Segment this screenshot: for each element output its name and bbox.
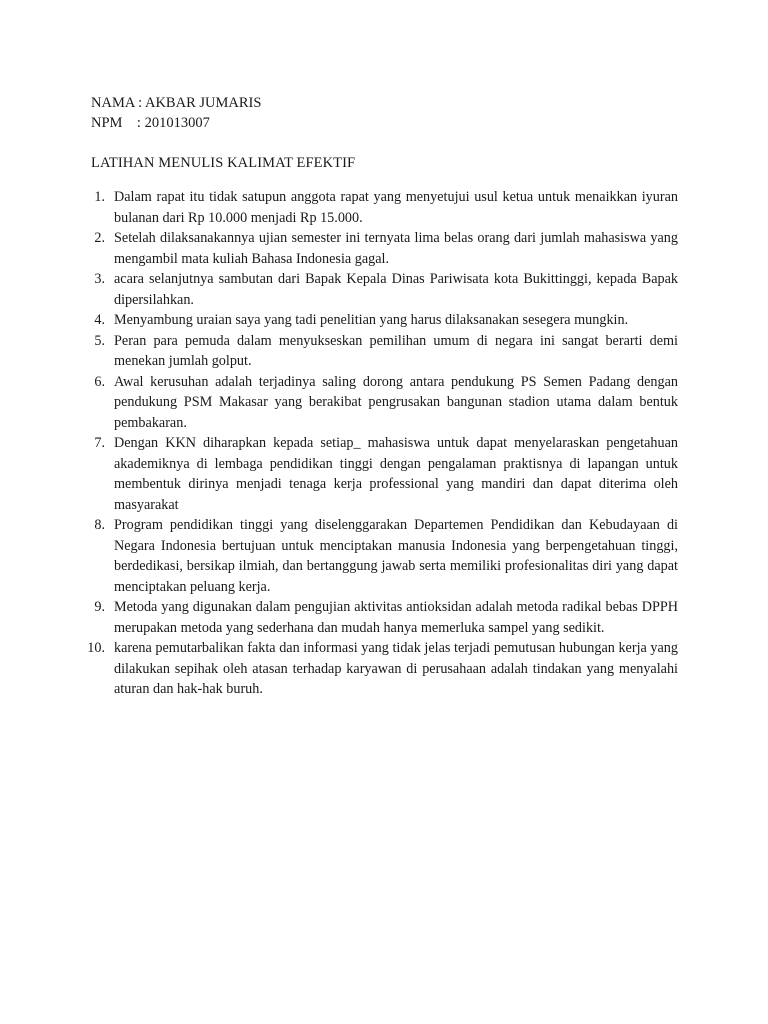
item-text: Peran para pemuda dalam menyukseskan pemilihan umum di negara ini sangat berarti demi menekan jumlah golput. xyxy=(114,332,678,369)
list-item xyxy=(91,310,678,331)
item-text: Metoda yang digunakan dalam pengujian aktivitas antioksidan adalah metoda radikal bebas DPPH merupakan metoda yang sederhana dan mudah hanya memerluka sampel yang sedikit. xyxy=(114,599,678,636)
item-text: Awal kerusuhan adalah terjadinya saling dorong antara pendukung PS Semen Padang dengan pendukung PSM Makasar yang berakibat pengrusakan bangunan stadion utama dalam bentuk pembakaran. xyxy=(114,373,678,431)
item-number: 4. xyxy=(94,312,105,328)
list-item xyxy=(91,515,678,597)
item-number: 7. xyxy=(94,435,105,451)
list-item xyxy=(91,331,678,372)
list-item xyxy=(91,372,678,434)
item-text: karena pemutarbalikan fakta dan informasi yang tidak jelas terjadi pemutusan hubungan kerja yang dilakukan sepihak oleh atasan terhadap karyawan di perusahaan adalah tindakan yang menyalahi aturan dan hak-hak buruh. xyxy=(114,640,678,697)
item-text: Dengan KKN diharapkan kepada setiap_ mahasiswa untuk dapat menyelaraskan pengetahuan akademiknya di lembaga pendidikan tinggi dengan pengalaman praktisnya di lapangan untuk membentuk dirinya menjadi tenaga kerja professional yang mandiri dan dapat diterima oleh masyarakat xyxy=(114,435,678,513)
item-number: 3. xyxy=(94,271,105,287)
list-item xyxy=(91,269,678,310)
list-item xyxy=(87,638,678,700)
item-text: Program pendidikan tinggi yang diselenggarakan Departemen Pendidikan dan Kebudayaan di Negara Indonesia bertujuan untuk menciptakan manusia Indonesia yang berpengetahuan tinggi, berdedikasi, bersikap ilmiah, dan bertanggung jawab serta memiliki profesionalitas diri yang dapat menciptakan peluang kerja. xyxy=(114,517,678,595)
student-npm: NPM : 201013007 xyxy=(91,115,210,131)
item-text: Setelah dilaksanakannya ujian semester ini ternyata lima belas orang dari jumlah mahasiswa yang mengambil mata kuliah Bahasa Indonesia gagal. xyxy=(114,230,678,267)
item-number: 6. xyxy=(94,373,105,390)
item-number: 1. xyxy=(94,189,105,205)
item-number: 9. xyxy=(94,599,105,615)
item-number: 2. xyxy=(94,230,105,246)
list-item xyxy=(91,228,678,269)
list-item xyxy=(91,187,678,228)
list-item xyxy=(91,433,678,515)
item-number: 8. xyxy=(94,517,105,533)
item-number: 5. xyxy=(94,332,105,349)
list-item xyxy=(91,597,678,638)
item-number: 10. xyxy=(87,640,105,656)
item-text: Dalam rapat itu tidak satupun anggota rapat yang menyetujui usul ketua untuk menaikkan iyuran bulanan dari Rp 10.000 menjadi Rp 15.000. xyxy=(114,189,678,226)
document-title: LATIHAN MENULIS KALIMAT EFEKTIF xyxy=(91,155,356,171)
item-text: acara selanjutnya sambutan dari Bapak Kepala Dinas Pariwisata kota Bukittinggi, kepada Bapak dipersilahkan. xyxy=(114,271,678,308)
sentence-list xyxy=(87,187,678,700)
student-name: NAMA : AKBAR JUMARIS xyxy=(91,95,262,111)
item-text: Menyambung uraian saya yang tadi penelitian yang harus dilaksanakan sesegera mungkin. xyxy=(114,312,629,328)
